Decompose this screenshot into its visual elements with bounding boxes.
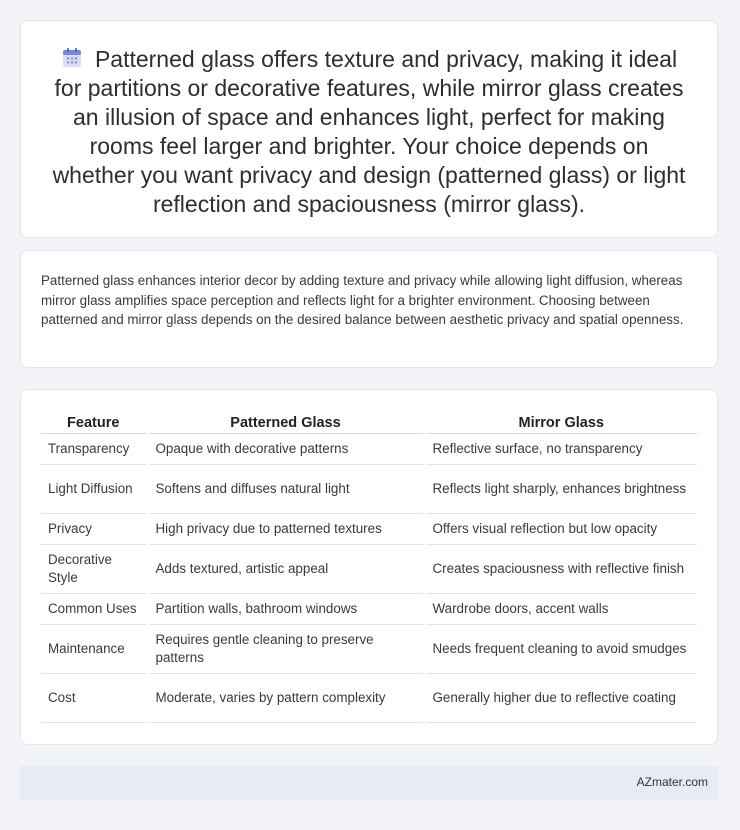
row-patterned: Partition walls, bathroom windows (147, 594, 424, 625)
row-mirror: Reflects light sharply, enhances brightness (424, 465, 697, 514)
table-row (41, 674, 697, 723)
row-patterned: High privacy due to patterned textures (147, 514, 424, 545)
row-mirror: Offers visual reflection but low opacity (424, 514, 697, 545)
table-row (41, 625, 697, 674)
row-feature: Maintenance (41, 625, 147, 674)
row-patterned: Moderate, varies by pattern complexity (147, 674, 424, 723)
comparison-table-card (20, 389, 718, 745)
page-title (21, 21, 717, 219)
footer-brand[interactable]: AZmater.com (636, 775, 708, 789)
row-feature: Cost (41, 674, 147, 723)
row-mirror: Reflective surface, no transparency (424, 434, 697, 465)
row-feature: Common Uses (41, 594, 147, 625)
row-feature: Light Diffusion (41, 465, 147, 514)
table-header-row (41, 413, 697, 434)
row-feature: Transparency (41, 434, 147, 465)
row-mirror: Wardrobe doors, accent walls (424, 594, 697, 625)
row-mirror: Creates spaciousness with reflective finish (424, 545, 697, 594)
table-row (41, 434, 697, 465)
calendar-icon (61, 47, 83, 69)
comparison-table (41, 413, 697, 723)
row-patterned: Opaque with decorative patterns (147, 434, 424, 465)
title-card (20, 20, 718, 238)
header-patterned-glass: Patterned Glass (147, 413, 424, 434)
row-feature: Privacy (41, 514, 147, 545)
row-feature: Decorative Style (41, 545, 147, 594)
row-mirror: Needs frequent cleaning to avoid smudges (424, 625, 697, 674)
header-mirror-glass: Mirror Glass (424, 413, 697, 434)
row-patterned: Softens and diffuses natural light (147, 465, 424, 514)
table-row (41, 465, 697, 514)
row-patterned: Adds textured, artistic appeal (147, 545, 424, 594)
table-row (41, 514, 697, 545)
table-row (41, 545, 697, 594)
footer-bar (20, 766, 718, 800)
summary-card (20, 250, 718, 368)
row-patterned: Requires gentle cleaning to preserve patterns (147, 625, 424, 674)
row-mirror: Generally higher due to reflective coating (424, 674, 697, 723)
header-feature: Feature (41, 413, 147, 434)
table-row (41, 594, 697, 625)
summary-text: Patterned glass enhances interior decor by adding texture and privacy while allowing light diffusion, whereas mirror glass amplifies space perception and reflects light for a brighter environment. Choosing between patterned and mirror glass depends on the desired balance between aesthetic privacy and spatial openness. (41, 273, 684, 327)
title-text: Patterned glass offers texture and privacy, making it ideal for partitions or decorative features, while mirror glass creates an illusion of space and enhances light, perfect for making rooms feel larger and brighter. Your choice depends on whether you want privacy and design (patterned glass) or light reflection and spaciousness (mirror glass). (52, 46, 686, 217)
